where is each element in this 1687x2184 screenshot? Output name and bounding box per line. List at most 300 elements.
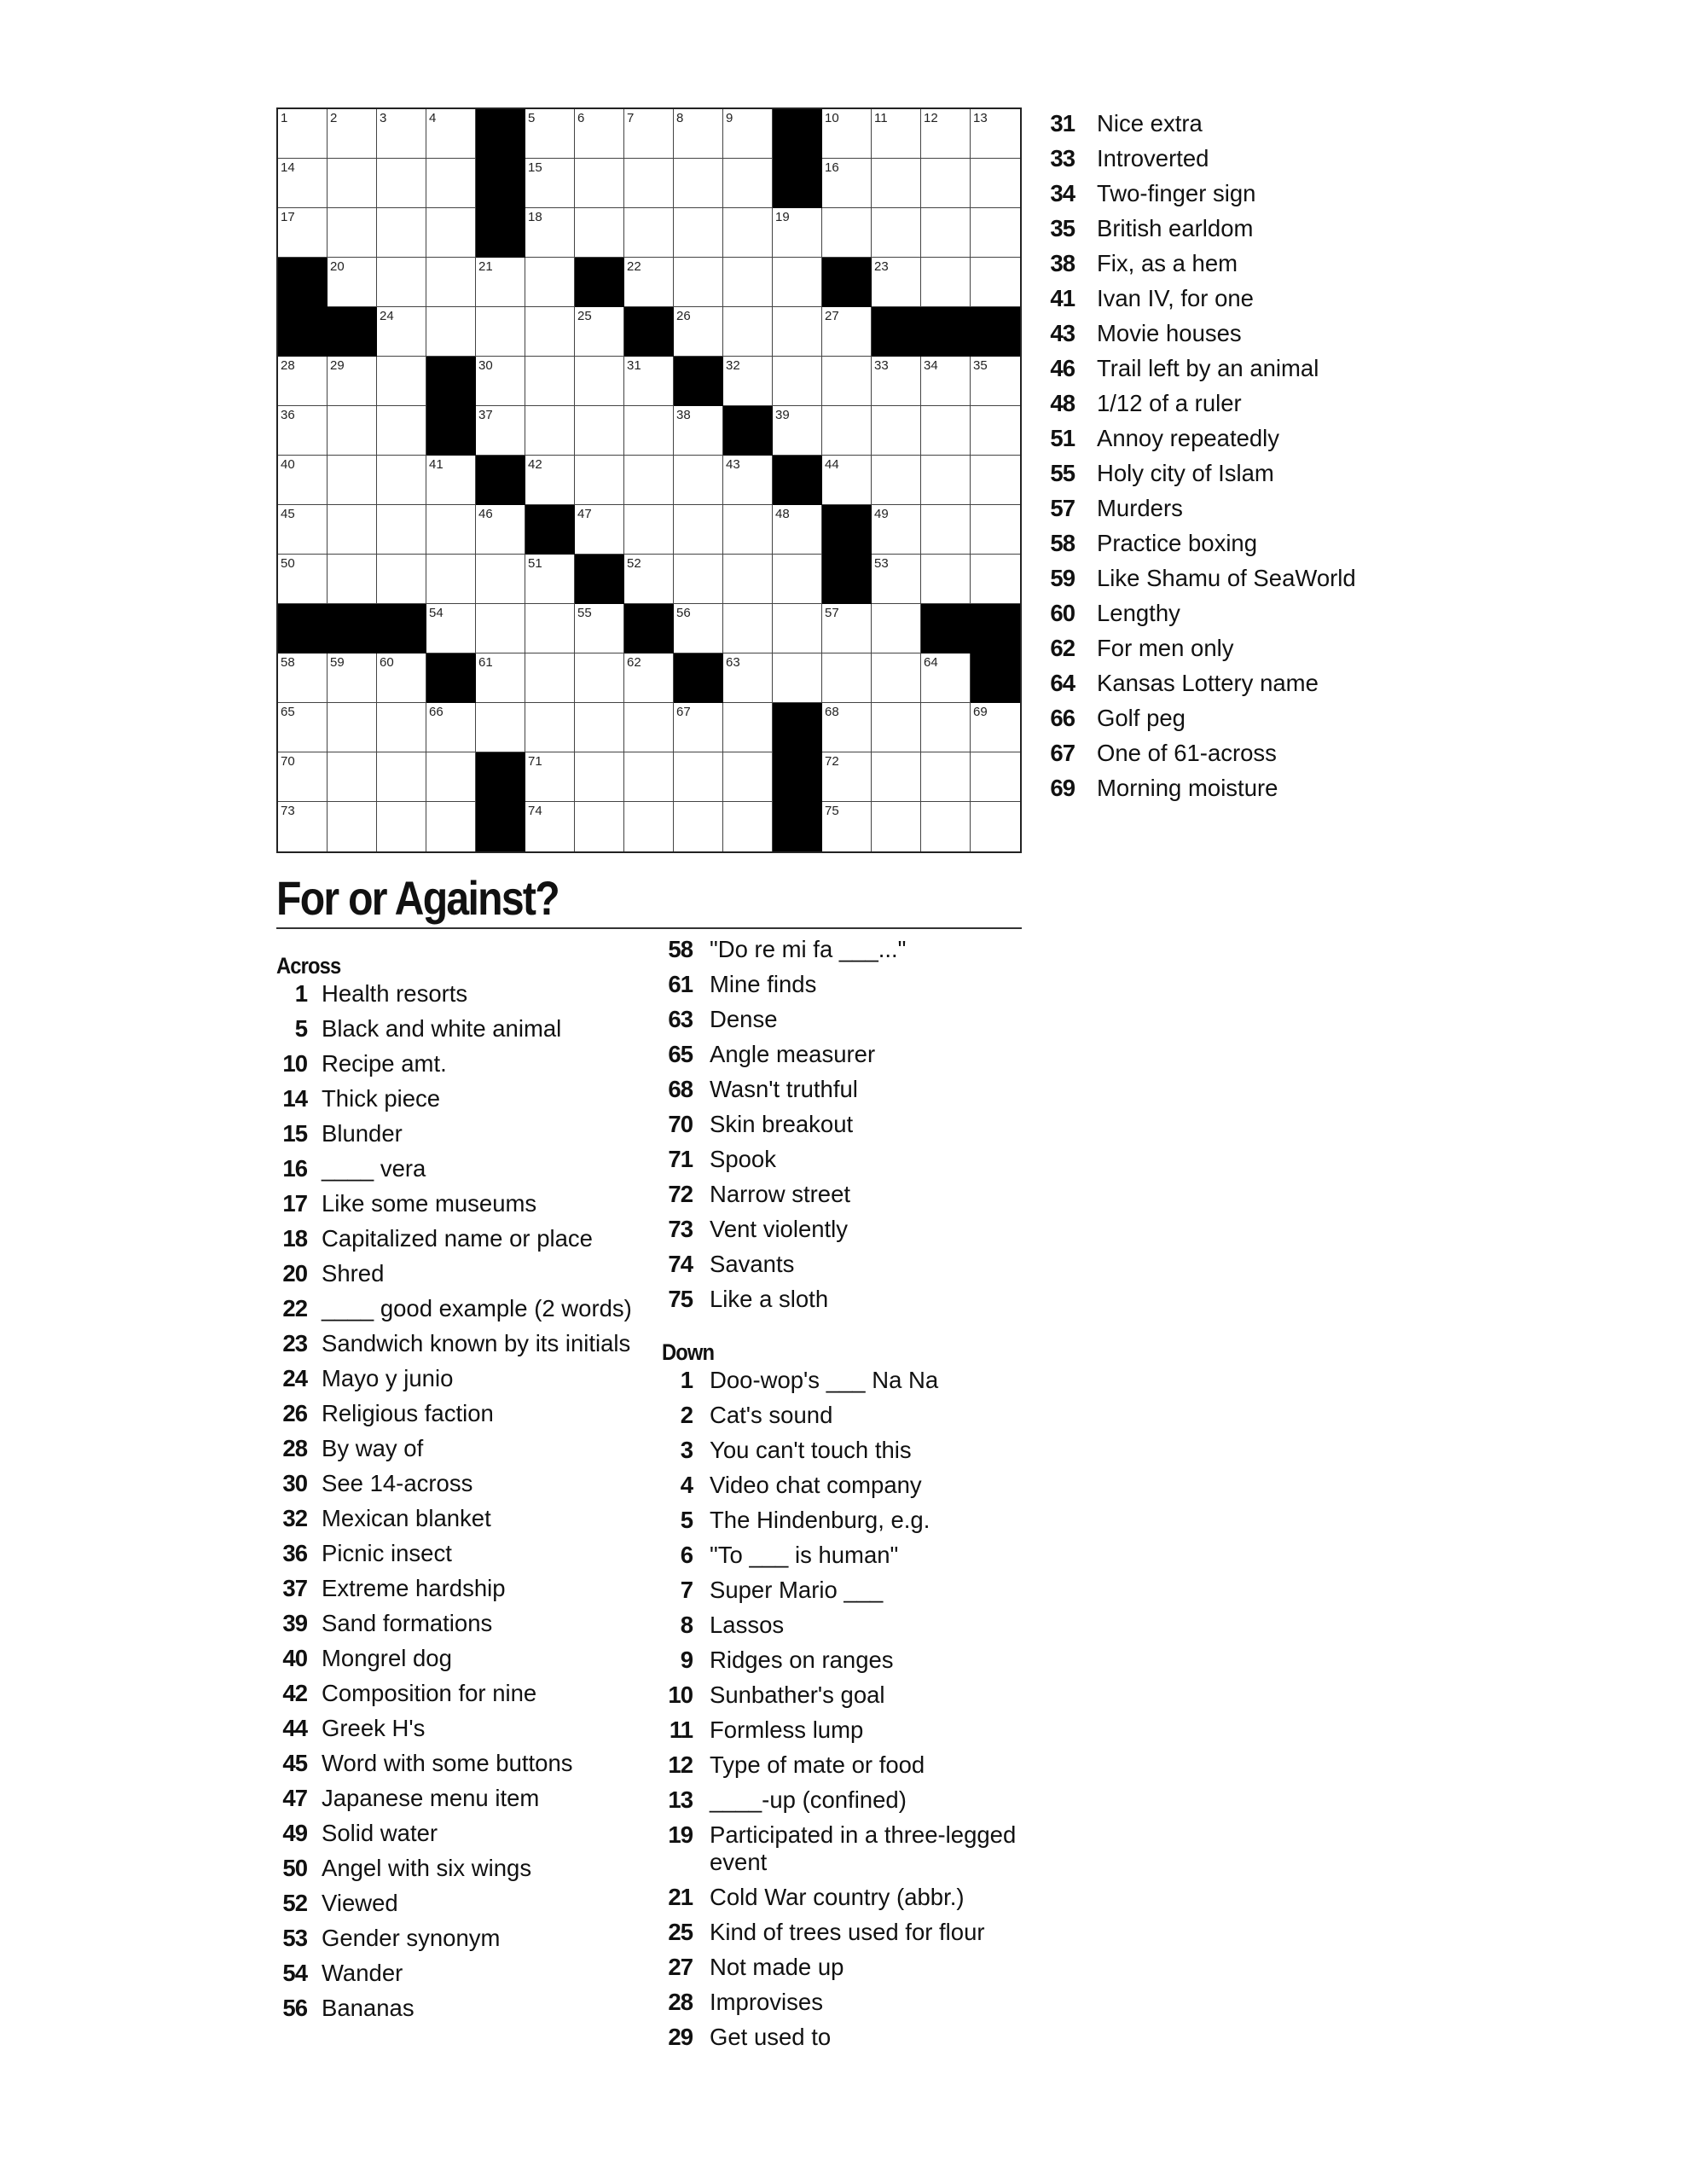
clue-text: Gender synonym xyxy=(322,1925,501,1951)
grid-cell[interactable] xyxy=(328,505,377,555)
grid-cell[interactable] xyxy=(426,752,476,802)
across-clue[interactable] xyxy=(276,1820,652,1847)
grid-cell[interactable] xyxy=(624,456,674,505)
grid-cell[interactable] xyxy=(377,752,426,802)
grid-cell[interactable] xyxy=(328,752,377,802)
grid-cell[interactable] xyxy=(575,406,624,456)
grid-cell[interactable] xyxy=(525,307,575,357)
down-clue[interactable] xyxy=(662,1507,1020,1534)
grid-cell[interactable] xyxy=(872,505,921,555)
grid-cell[interactable] xyxy=(328,258,377,307)
grid-cell[interactable] xyxy=(674,555,723,604)
grid-cell[interactable] xyxy=(674,258,723,307)
clue-text: Capitalized name or place xyxy=(322,1225,593,1252)
grid-block-cell xyxy=(426,653,476,703)
grid-cell[interactable] xyxy=(872,604,921,653)
grid-cell[interactable] xyxy=(723,307,773,357)
grid-cell[interactable] xyxy=(921,505,971,555)
cell-number: 13 xyxy=(973,111,988,125)
grid-cell[interactable] xyxy=(278,505,328,555)
grid-cell[interactable] xyxy=(328,456,377,505)
grid-cell[interactable] xyxy=(575,307,624,357)
grid-cell[interactable] xyxy=(872,703,921,752)
grid-cell[interactable] xyxy=(476,555,525,604)
across-clue[interactable] xyxy=(276,1470,652,1497)
across-clue[interactable] xyxy=(276,1540,652,1567)
grid-cell[interactable] xyxy=(872,208,921,258)
grid-cell[interactable] xyxy=(575,456,624,505)
grid-cell[interactable] xyxy=(624,258,674,307)
cell-number: 73 xyxy=(281,804,295,818)
cell-number: 44 xyxy=(825,457,839,472)
grid-cell[interactable] xyxy=(624,109,674,159)
across-clue[interactable] xyxy=(276,1330,652,1357)
grid-cell[interactable] xyxy=(328,406,377,456)
across-clue[interactable] xyxy=(276,1400,652,1427)
down-clue[interactable] xyxy=(662,1989,1020,2016)
grid-cell[interactable] xyxy=(278,406,328,456)
grid-cell[interactable] xyxy=(525,604,575,653)
grid-cell[interactable] xyxy=(377,357,426,406)
grid-cell[interactable] xyxy=(872,406,921,456)
across-clue[interactable] xyxy=(276,1155,652,1182)
grid-cell[interactable] xyxy=(525,357,575,406)
grid-block-cell xyxy=(575,555,624,604)
grid-cell[interactable] xyxy=(575,604,624,653)
grid-cell[interactable] xyxy=(971,357,1020,406)
grid-cell[interactable] xyxy=(872,159,921,208)
grid-cell[interactable] xyxy=(872,752,921,802)
grid-cell[interactable] xyxy=(674,307,723,357)
across-clue[interactable] xyxy=(276,1225,652,1252)
grid-cell[interactable] xyxy=(921,703,971,752)
across-clue[interactable] xyxy=(276,1890,652,1917)
grid-cell[interactable] xyxy=(426,307,476,357)
down-clue[interactable] xyxy=(662,1402,1020,1429)
grid-cell[interactable] xyxy=(525,208,575,258)
grid-cell[interactable] xyxy=(921,357,971,406)
clue-text: Not made up xyxy=(710,1954,844,1980)
down-clue[interactable] xyxy=(1044,565,1402,592)
across-clue[interactable] xyxy=(276,1610,652,1637)
grid-cell[interactable] xyxy=(476,357,525,406)
grid-cell[interactable] xyxy=(674,802,723,851)
down-clue[interactable] xyxy=(662,1884,1020,1911)
grid-cell[interactable] xyxy=(971,456,1020,505)
across-clue[interactable] xyxy=(276,1050,652,1077)
grid-cell[interactable] xyxy=(525,703,575,752)
grid-cell[interactable] xyxy=(624,703,674,752)
clue-number: 47 xyxy=(282,1785,307,1811)
grid-cell[interactable] xyxy=(723,258,773,307)
grid-cell[interactable] xyxy=(723,802,773,851)
grid-cell[interactable] xyxy=(525,802,575,851)
grid-cell[interactable] xyxy=(426,159,476,208)
grid-cell[interactable] xyxy=(377,159,426,208)
grid-cell[interactable] xyxy=(575,357,624,406)
grid-cell[interactable] xyxy=(476,703,525,752)
grid-cell[interactable] xyxy=(921,258,971,307)
grid-cell[interactable] xyxy=(674,109,723,159)
down-clue[interactable] xyxy=(1044,180,1402,207)
grid-cell[interactable] xyxy=(575,752,624,802)
grid-cell[interactable] xyxy=(921,653,971,703)
down-clue[interactable] xyxy=(1044,355,1402,382)
grid-cell[interactable] xyxy=(773,357,822,406)
down-clue[interactable] xyxy=(662,1716,1020,1744)
grid-cell[interactable] xyxy=(377,258,426,307)
grid-cell[interactable] xyxy=(971,208,1020,258)
grid-cell[interactable] xyxy=(723,703,773,752)
clue-number: 43 xyxy=(1050,320,1075,346)
across-clue[interactable] xyxy=(276,1855,652,1882)
grid-cell[interactable] xyxy=(278,208,328,258)
across-clue[interactable] xyxy=(276,1295,652,1322)
grid-cell[interactable] xyxy=(624,653,674,703)
grid-cell[interactable] xyxy=(723,456,773,505)
down-clue[interactable] xyxy=(662,1612,1020,1639)
grid-cell[interactable] xyxy=(426,208,476,258)
grid-cell[interactable] xyxy=(921,456,971,505)
grid-cell[interactable] xyxy=(278,357,328,406)
down-clue[interactable] xyxy=(662,1682,1020,1709)
grid-cell[interactable] xyxy=(278,752,328,802)
grid-cell[interactable] xyxy=(426,802,476,851)
grid-cell[interactable] xyxy=(525,456,575,505)
grid-cell[interactable] xyxy=(278,555,328,604)
down-clue[interactable] xyxy=(1044,215,1402,242)
grid-cell[interactable] xyxy=(377,505,426,555)
across-clue[interactable] xyxy=(276,1925,652,1952)
grid-cell[interactable] xyxy=(476,505,525,555)
grid-cell[interactable] xyxy=(426,109,476,159)
grid-cell[interactable] xyxy=(426,258,476,307)
grid-cell[interactable] xyxy=(328,555,377,604)
grid-cell[interactable] xyxy=(971,555,1020,604)
grid-cell[interactable] xyxy=(674,752,723,802)
grid-cell[interactable] xyxy=(723,505,773,555)
grid-cell[interactable] xyxy=(971,752,1020,802)
across-clue[interactable] xyxy=(276,1785,652,1812)
grid-cell[interactable] xyxy=(723,357,773,406)
grid-cell[interactable] xyxy=(971,159,1020,208)
grid-cell[interactable] xyxy=(773,208,822,258)
grid-cell[interactable] xyxy=(723,109,773,159)
across-clue[interactable] xyxy=(276,1645,652,1672)
grid-cell[interactable] xyxy=(971,505,1020,555)
clue-text: Spook xyxy=(710,1146,776,1172)
grid-cell[interactable] xyxy=(921,406,971,456)
grid-cell[interactable] xyxy=(921,109,971,159)
across-clue[interactable] xyxy=(276,1995,652,2022)
grid-cell[interactable] xyxy=(674,208,723,258)
down-clue[interactable] xyxy=(1044,670,1402,697)
down-clue[interactable] xyxy=(1044,775,1402,802)
across-clue[interactable] xyxy=(276,1120,652,1147)
down-clue[interactable] xyxy=(662,1751,1020,1779)
grid-cell[interactable] xyxy=(921,752,971,802)
down-clue[interactable] xyxy=(662,1542,1020,1569)
grid-cell[interactable] xyxy=(328,653,377,703)
grid-cell[interactable] xyxy=(822,307,872,357)
grid-cell[interactable] xyxy=(872,258,921,307)
across-clue[interactable] xyxy=(662,936,1020,963)
grid-cell[interactable] xyxy=(624,555,674,604)
grid-cell[interactable] xyxy=(377,109,426,159)
grid-cell[interactable] xyxy=(971,109,1020,159)
grid-cell[interactable] xyxy=(822,456,872,505)
down-clue[interactable] xyxy=(1044,600,1402,627)
grid-cell[interactable] xyxy=(921,208,971,258)
across-clue[interactable] xyxy=(276,1750,652,1777)
cell-number: 47 xyxy=(577,507,592,521)
grid-cell[interactable] xyxy=(773,505,822,555)
clue-text: Mongrel dog xyxy=(322,1645,452,1671)
across-clue[interactable] xyxy=(662,1006,1020,1033)
grid-cell[interactable] xyxy=(278,456,328,505)
grid-cell[interactable] xyxy=(426,703,476,752)
grid-cell[interactable] xyxy=(525,159,575,208)
grid-cell[interactable] xyxy=(377,555,426,604)
grid-cell[interactable] xyxy=(624,208,674,258)
grid-cell[interactable] xyxy=(476,258,525,307)
grid-cell[interactable] xyxy=(377,703,426,752)
clue-text: British earldom xyxy=(1097,215,1254,241)
across-clue[interactable] xyxy=(276,1575,652,1602)
grid-cell[interactable] xyxy=(723,159,773,208)
grid-cell[interactable] xyxy=(921,802,971,851)
grid-cell[interactable] xyxy=(822,357,872,406)
down-clue[interactable] xyxy=(662,1919,1020,1946)
grid-cell[interactable] xyxy=(773,406,822,456)
grid-cell[interactable] xyxy=(872,555,921,604)
grid-cell[interactable] xyxy=(476,307,525,357)
grid-cell[interactable] xyxy=(278,109,328,159)
grid-cell[interactable] xyxy=(377,208,426,258)
grid-cell[interactable] xyxy=(377,802,426,851)
down-clue[interactable] xyxy=(662,2024,1020,2051)
grid-cell[interactable] xyxy=(674,604,723,653)
grid-cell[interactable] xyxy=(377,406,426,456)
grid-cell[interactable] xyxy=(822,752,872,802)
grid-cell[interactable] xyxy=(971,703,1020,752)
grid-cell[interactable] xyxy=(624,406,674,456)
down-clue[interactable] xyxy=(1044,530,1402,557)
clue-number: 58 xyxy=(668,936,693,962)
grid-cell[interactable] xyxy=(921,555,971,604)
across-clue[interactable] xyxy=(662,1076,1020,1103)
grid-cell[interactable] xyxy=(822,604,872,653)
clues-column-right xyxy=(1044,110,1402,810)
grid-cell[interactable] xyxy=(525,258,575,307)
clue-text: Greek H's xyxy=(322,1715,426,1741)
across-clue[interactable] xyxy=(662,1041,1020,1068)
grid-cell[interactable] xyxy=(921,159,971,208)
grid-cell[interactable] xyxy=(822,406,872,456)
grid-cell[interactable] xyxy=(575,208,624,258)
grid-cell[interactable] xyxy=(575,802,624,851)
grid-cell[interactable] xyxy=(624,505,674,555)
clue-number: 37 xyxy=(282,1575,307,1601)
grid-cell[interactable] xyxy=(773,604,822,653)
down-clue[interactable] xyxy=(1044,495,1402,522)
cell-number: 21 xyxy=(478,259,493,274)
grid-cell[interactable] xyxy=(674,406,723,456)
grid-block-cell xyxy=(624,604,674,653)
grid-cell[interactable] xyxy=(971,258,1020,307)
grid-cell[interactable] xyxy=(872,357,921,406)
grid-cell[interactable] xyxy=(773,653,822,703)
grid-cell[interactable] xyxy=(525,653,575,703)
grid-cell[interactable] xyxy=(723,555,773,604)
grid-cell[interactable] xyxy=(278,703,328,752)
down-clue[interactable] xyxy=(1044,460,1402,487)
down-clue[interactable] xyxy=(1044,285,1402,312)
down-clue[interactable] xyxy=(1044,320,1402,347)
grid-cell[interactable] xyxy=(426,555,476,604)
grid-cell[interactable] xyxy=(328,703,377,752)
grid-cell[interactable] xyxy=(674,456,723,505)
grid-cell[interactable] xyxy=(328,357,377,406)
down-clue[interactable] xyxy=(662,1786,1020,1814)
grid-cell[interactable] xyxy=(971,802,1020,851)
down-clue[interactable] xyxy=(662,1472,1020,1499)
clue-number: 73 xyxy=(668,1216,693,1242)
grid-cell[interactable] xyxy=(525,406,575,456)
grid-cell[interactable] xyxy=(575,159,624,208)
down-clue[interactable] xyxy=(662,1577,1020,1604)
grid-cell[interactable] xyxy=(278,159,328,208)
grid-cell[interactable] xyxy=(674,505,723,555)
down-clue[interactable] xyxy=(1044,740,1402,767)
grid-cell[interactable] xyxy=(476,604,525,653)
down-clue[interactable] xyxy=(662,1367,1020,1394)
grid-cell[interactable] xyxy=(476,653,525,703)
grid-cell[interactable] xyxy=(822,802,872,851)
grid-cell[interactable] xyxy=(723,752,773,802)
grid-cell[interactable] xyxy=(822,208,872,258)
grid-block-cell xyxy=(377,604,426,653)
grid-cell[interactable] xyxy=(723,653,773,703)
grid-cell[interactable] xyxy=(723,604,773,653)
grid-cell[interactable] xyxy=(822,703,872,752)
down-clue[interactable] xyxy=(1044,425,1402,452)
grid-cell[interactable] xyxy=(773,555,822,604)
grid-cell[interactable] xyxy=(624,752,674,802)
grid-cell[interactable] xyxy=(377,456,426,505)
down-clue[interactable] xyxy=(662,1437,1020,1464)
grid-block-cell xyxy=(971,604,1020,653)
grid-cell[interactable] xyxy=(872,802,921,851)
grid-cell[interactable] xyxy=(674,703,723,752)
grid-cell[interactable] xyxy=(426,456,476,505)
grid-cell[interactable] xyxy=(575,505,624,555)
down-clue[interactable] xyxy=(662,1647,1020,1674)
down-clue[interactable] xyxy=(662,1954,1020,1981)
grid-cell[interactable] xyxy=(278,653,328,703)
grid-cell[interactable] xyxy=(278,802,328,851)
grid-cell[interactable] xyxy=(525,555,575,604)
grid-block-cell xyxy=(476,159,525,208)
grid-cell[interactable] xyxy=(872,653,921,703)
grid-cell[interactable] xyxy=(773,307,822,357)
across-clue[interactable] xyxy=(276,1365,652,1392)
grid-cell[interactable] xyxy=(575,109,624,159)
across-clue[interactable] xyxy=(276,1680,652,1707)
down-clue[interactable] xyxy=(1044,705,1402,732)
grid-cell[interactable] xyxy=(575,653,624,703)
grid-cell[interactable] xyxy=(822,653,872,703)
across-clue[interactable] xyxy=(662,1146,1020,1173)
down-clue[interactable] xyxy=(1044,635,1402,662)
across-clue[interactable] xyxy=(662,1111,1020,1138)
grid-cell[interactable] xyxy=(426,604,476,653)
grid-cell[interactable] xyxy=(624,159,674,208)
grid-cell[interactable] xyxy=(674,159,723,208)
down-clue[interactable] xyxy=(662,1821,1020,1876)
grid-cell[interactable] xyxy=(822,159,872,208)
across-clue[interactable] xyxy=(276,1960,652,1987)
across-clue[interactable] xyxy=(276,1260,652,1287)
grid-cell[interactable] xyxy=(624,802,674,851)
across-clue[interactable] xyxy=(662,1251,1020,1278)
grid-cell[interactable] xyxy=(624,357,674,406)
across-clue[interactable] xyxy=(276,1715,652,1742)
crossword-grid xyxy=(276,107,1022,853)
cell-number: 16 xyxy=(825,160,839,175)
grid-cell[interactable] xyxy=(872,109,921,159)
grid-cell[interactable] xyxy=(328,109,377,159)
cell-number: 53 xyxy=(874,556,889,571)
grid-cell[interactable] xyxy=(773,258,822,307)
across-clue[interactable] xyxy=(662,1286,1020,1313)
grid-cell[interactable] xyxy=(377,653,426,703)
across-clue[interactable] xyxy=(276,1085,652,1112)
down-clue[interactable] xyxy=(1044,110,1402,137)
grid-cell[interactable] xyxy=(872,456,921,505)
grid-cell[interactable] xyxy=(723,208,773,258)
grid-cell[interactable] xyxy=(328,802,377,851)
down-clue[interactable] xyxy=(1044,250,1402,277)
grid-cell[interactable] xyxy=(525,109,575,159)
across-clue[interactable] xyxy=(662,971,1020,998)
grid-cell[interactable] xyxy=(426,505,476,555)
across-clue[interactable] xyxy=(276,1190,652,1217)
clue-text: Murders xyxy=(1097,495,1183,521)
cell-number: 31 xyxy=(627,358,641,373)
down-clue[interactable] xyxy=(1044,390,1402,417)
grid-cell[interactable] xyxy=(328,159,377,208)
clue-number: 48 xyxy=(1050,390,1075,416)
across-clue[interactable] xyxy=(662,1181,1020,1208)
across-clue[interactable] xyxy=(276,980,652,1008)
across-clue[interactable] xyxy=(276,1435,652,1462)
across-clue[interactable] xyxy=(276,1015,652,1043)
grid-cell[interactable] xyxy=(476,406,525,456)
grid-cell[interactable] xyxy=(525,752,575,802)
grid-cell[interactable] xyxy=(822,109,872,159)
clue-number: 26 xyxy=(282,1400,307,1426)
clue-number: 32 xyxy=(282,1505,307,1531)
grid-cell[interactable] xyxy=(377,307,426,357)
grid-cell[interactable] xyxy=(328,208,377,258)
down-clue[interactable] xyxy=(1044,145,1402,172)
across-clue[interactable] xyxy=(276,1505,652,1532)
grid-cell[interactable] xyxy=(971,406,1020,456)
cell-number: 28 xyxy=(281,358,295,373)
grid-cell[interactable] xyxy=(575,703,624,752)
across-clue[interactable] xyxy=(662,1216,1020,1243)
